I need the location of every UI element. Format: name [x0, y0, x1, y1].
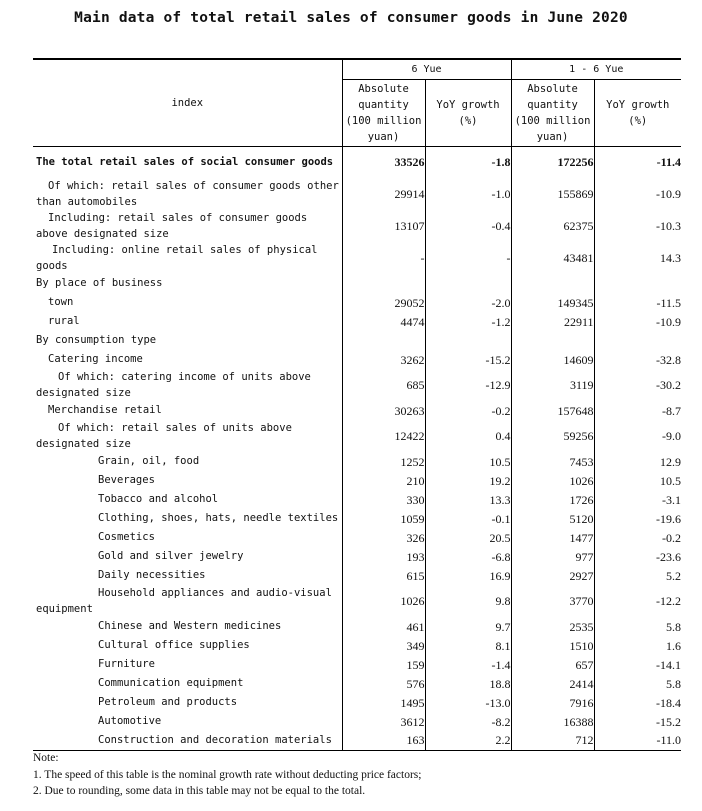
cumulative-absolute-cell: 14609 — [511, 351, 594, 370]
table-row — [33, 567, 681, 586]
cumulative-absolute-cell: 977 — [511, 548, 594, 567]
june-yoy-cell: - — [425, 243, 511, 275]
row-label: Petroleum and products — [98, 696, 238, 709]
june-yoy-cell: 20.5 — [425, 529, 511, 548]
row-label: Of which: catering income of units above designated size — [36, 371, 311, 399]
page-title: Main data of total retail sales of consumer goods in June 2020 — [74, 10, 628, 26]
june-absolute-cell: 1026 — [342, 586, 425, 618]
row-label: Grain, oil, food — [98, 455, 200, 468]
table-row — [33, 421, 681, 453]
table-row — [33, 675, 681, 694]
june-absolute-cell — [342, 275, 425, 294]
june-yoy-cell: -6.8 — [425, 548, 511, 567]
june-absolute-cell: 576 — [342, 675, 425, 694]
table-row — [33, 618, 681, 637]
cumulative-absolute-cell: 657 — [511, 656, 594, 675]
june-yoy-cell: -1.8 — [425, 147, 511, 179]
row-label: Furniture — [98, 658, 155, 671]
table-row — [33, 472, 681, 491]
table-row — [33, 294, 681, 313]
cumulative-absolute-cell: 1726 — [511, 491, 594, 510]
table-row — [33, 351, 681, 370]
cumulative-absolute-cell: 157648 — [511, 402, 594, 421]
june-absolute-cell: 1059 — [342, 510, 425, 529]
cumulative-yoy-cell: -30.2 — [594, 370, 681, 402]
june-absolute-cell: 4474 — [342, 313, 425, 332]
june-absolute-cell: 33526 — [342, 147, 425, 179]
june-absolute-cell: 1252 — [342, 453, 425, 472]
cumulative-absolute-cell: 5120 — [511, 510, 594, 529]
june-absolute-cell: 12422 — [342, 421, 425, 453]
cumulative-yoy-cell: -23.6 — [594, 548, 681, 567]
cumulative-yoy-cell: 5.8 — [594, 618, 681, 637]
cumulative-yoy-cell: 14.3 — [594, 243, 681, 275]
row-label: Including: online retail sales of physical goods — [36, 244, 318, 272]
cumulative-absolute-cell: 43481 — [511, 243, 594, 275]
table-row — [33, 510, 681, 529]
cumulative-yoy-cell: -10.9 — [594, 313, 681, 332]
cumulative-yoy-cell: 1.6 — [594, 637, 681, 656]
table-row — [33, 529, 681, 548]
june-absolute-cell: 326 — [342, 529, 425, 548]
table-row — [33, 637, 681, 656]
cumulative-absolute-cell: 2414 — [511, 675, 594, 694]
june-yoy-cell: 8.1 — [425, 637, 511, 656]
table-row — [33, 732, 681, 751]
june-absolute-cell: 29052 — [342, 294, 425, 313]
cumulative-yoy-cell: -0.2 — [594, 529, 681, 548]
row-label: Cultural office supplies — [98, 639, 250, 652]
cumulative-yoy-cell: 5.2 — [594, 567, 681, 586]
row-label: Catering income — [48, 353, 143, 366]
cumulative-yoy-cell — [594, 275, 681, 294]
cumulative-yoy-cell — [594, 332, 681, 351]
note-line-2: 2. Due to rounding, some data in this table may not be equal to the total. — [33, 785, 366, 797]
june-yoy-cell: -1.0 — [425, 179, 511, 211]
june-absolute-cell: 29914 — [342, 179, 425, 211]
table-row — [33, 491, 681, 510]
june-yoy-cell: 10.5 — [425, 453, 511, 472]
june-yoy-cell: -13.0 — [425, 694, 511, 713]
cumulative-yoy-cell: -11.4 — [594, 147, 681, 179]
notes — [33, 750, 693, 800]
june-absolute-cell: 193 — [342, 548, 425, 567]
june-yoy-cell: -1.2 — [425, 313, 511, 332]
cumulative-yoy-cell: -19.6 — [594, 510, 681, 529]
june-absolute-cell: 615 — [342, 567, 425, 586]
row-label: Merchandise retail — [48, 404, 162, 417]
june-yoy-cell: -0.2 — [425, 402, 511, 421]
row-label: Of which: retail sales of consumer goods other than automobiles — [36, 180, 339, 208]
june-yoy-cell: -15.2 — [425, 351, 511, 370]
june-absolute-cell: 210 — [342, 472, 425, 491]
index-header: index — [33, 59, 342, 147]
june-absolute-cell: 13107 — [342, 211, 425, 243]
june-yoy-cell: -0.4 — [425, 211, 511, 243]
cumulative-absolute-cell: 3770 — [511, 586, 594, 618]
table-row — [33, 332, 681, 351]
cumulative-absolute-cell: 1026 — [511, 472, 594, 491]
table-row — [33, 313, 681, 332]
table-body — [33, 147, 681, 751]
row-label: Cosmetics — [98, 531, 155, 544]
june-absolute-cell: 3262 — [342, 351, 425, 370]
june-yoy-cell: 18.8 — [425, 675, 511, 694]
cumulative-yoy-cell: -10.3 — [594, 211, 681, 243]
cumulative-absolute-cell: 2535 — [511, 618, 594, 637]
june-yoy-cell — [425, 275, 511, 294]
june-yoy-header: YoY growth (%) — [425, 80, 511, 147]
cumulative-yoy-cell: -12.2 — [594, 586, 681, 618]
row-label: Automotive — [98, 715, 162, 728]
cumulative-yoy-cell: 12.9 — [594, 453, 681, 472]
cumulative-yoy-header: YoY growth (%) — [594, 80, 681, 147]
cumulative-yoy-cell: -11.5 — [594, 294, 681, 313]
june-yoy-cell: -2.0 — [425, 294, 511, 313]
june-absolute-cell: 163 — [342, 732, 425, 751]
table-row — [33, 402, 681, 421]
table-row — [33, 453, 681, 472]
cumulative-absolute-cell: 2927 — [511, 567, 594, 586]
table-row — [33, 179, 681, 211]
cumulative-yoy-cell: -18.4 — [594, 694, 681, 713]
row-label: rural — [48, 315, 80, 328]
table-row — [33, 211, 681, 243]
row-label: Clothing, shoes, hats, needle textiles — [98, 512, 339, 525]
june-absolute-cell — [342, 332, 425, 351]
row-label: Chinese and Western medicines — [98, 620, 282, 633]
cumulative-yoy-cell: -14.1 — [594, 656, 681, 675]
row-label: Household appliances and audio-visual equipment — [36, 587, 332, 615]
cumulative-absolute-cell: 155869 — [511, 179, 594, 211]
june-yoy-cell: 9.7 — [425, 618, 511, 637]
cumulative-absolute-cell: 7916 — [511, 694, 594, 713]
notes-heading: Note: — [33, 752, 59, 764]
june-yoy-cell: 0.4 — [425, 421, 511, 453]
june-absolute-cell: 349 — [342, 637, 425, 656]
june-absolute-header: Absolute quantity (100 million yuan) — [342, 80, 425, 147]
june-yoy-cell: 16.9 — [425, 567, 511, 586]
cumulative-group-header: 1 - 6 Yue — [511, 59, 681, 80]
table-row — [33, 147, 681, 179]
row-label: Gold and silver jewelry — [98, 550, 244, 563]
cumulative-yoy-cell: -32.8 — [594, 351, 681, 370]
row-label: Daily necessities — [98, 569, 206, 582]
cumulative-absolute-cell: 712 — [511, 732, 594, 751]
cumulative-absolute-cell: 7453 — [511, 453, 594, 472]
cumulative-absolute-cell: 3119 — [511, 370, 594, 402]
cumulative-absolute-cell: 16388 — [511, 713, 594, 732]
june-absolute-cell: 1495 — [342, 694, 425, 713]
cumulative-yoy-cell: -15.2 — [594, 713, 681, 732]
june-absolute-cell: 3612 — [342, 713, 425, 732]
row-label: By consumption type — [36, 334, 157, 347]
row-label: The total retail sales of social consumer goods — [33, 147, 342, 179]
cumulative-absolute-cell: 22911 — [511, 313, 594, 332]
row-label: Construction and decoration materials — [33, 732, 342, 751]
cumulative-absolute-cell: 62375 — [511, 211, 594, 243]
cumulative-absolute-cell: 59256 — [511, 421, 594, 453]
table-row — [33, 656, 681, 675]
june-absolute-cell: 330 — [342, 491, 425, 510]
table-row — [33, 694, 681, 713]
row-label: Beverages — [98, 474, 155, 487]
cumulative-absolute-cell — [511, 332, 594, 351]
note-line-1: 1. The speed of this table is the nominal growth rate without deducting price factors; — [33, 768, 422, 781]
june-yoy-cell: 19.2 — [425, 472, 511, 491]
table-row — [33, 370, 681, 402]
table-row — [33, 243, 681, 275]
cumulative-absolute-cell: 172256 — [511, 147, 594, 179]
june-yoy-cell — [425, 332, 511, 351]
june-group-header: 6 Yue — [342, 59, 511, 80]
cumulative-absolute-header: Absolute quantity (100 million yuan) — [511, 80, 594, 147]
table-row — [33, 275, 681, 294]
row-label: Including: retail sales of consumer goods above designated size — [36, 212, 308, 240]
cumulative-yoy-cell: -10.9 — [594, 179, 681, 211]
june-yoy-cell: 13.3 — [425, 491, 511, 510]
june-absolute-cell: 159 — [342, 656, 425, 675]
row-label: Tobacco and alcohol — [98, 493, 219, 506]
june-absolute-cell: 685 — [342, 370, 425, 402]
table-row — [33, 713, 681, 732]
cumulative-absolute-cell — [511, 275, 594, 294]
june-absolute-cell: 30263 — [342, 402, 425, 421]
june-absolute-cell: 461 — [342, 618, 425, 637]
cumulative-yoy-cell: 5.8 — [594, 675, 681, 694]
cumulative-absolute-cell: 1510 — [511, 637, 594, 656]
row-label: town — [48, 296, 74, 309]
retail-sales-table — [33, 58, 681, 751]
june-yoy-cell: -12.9 — [425, 370, 511, 402]
cumulative-yoy-cell: 10.5 — [594, 472, 681, 491]
cumulative-absolute-cell: 149345 — [511, 294, 594, 313]
june-yoy-cell: -8.2 — [425, 713, 511, 732]
row-label: Of which: retail sales of units above designated size — [36, 422, 292, 450]
june-yoy-cell: 9.8 — [425, 586, 511, 618]
cumulative-yoy-cell: -11.0 — [594, 732, 681, 751]
row-label: By place of business — [36, 277, 163, 290]
table-row — [33, 548, 681, 567]
table-row — [33, 586, 681, 618]
cumulative-yoy-cell: -9.0 — [594, 421, 681, 453]
june-absolute-cell: - — [342, 243, 425, 275]
cumulative-absolute-cell: 1477 — [511, 529, 594, 548]
cumulative-yoy-cell: -8.7 — [594, 402, 681, 421]
cumulative-yoy-cell: -3.1 — [594, 491, 681, 510]
june-yoy-cell: -1.4 — [425, 656, 511, 675]
june-yoy-cell: -0.1 — [425, 510, 511, 529]
june-yoy-cell: 2.2 — [425, 732, 511, 751]
row-label: Communication equipment — [98, 677, 244, 690]
